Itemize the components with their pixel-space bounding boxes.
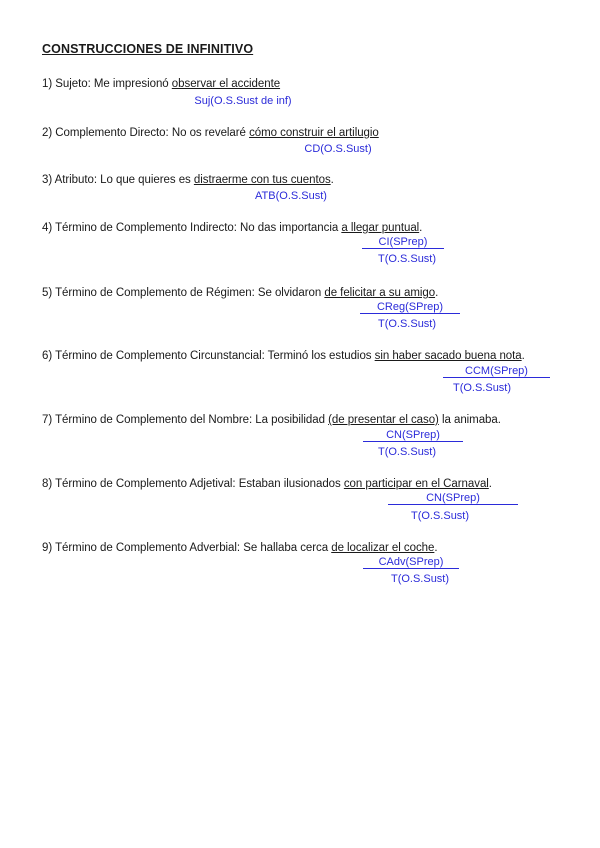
item-9-sentence [42, 542, 438, 554]
item-1-underlined: observar el accidente [171, 78, 281, 90]
item-7-annotation-1: CN(SPrep) [363, 429, 463, 442]
item-6-end: . [521, 350, 525, 362]
item-7-text: 7) Término de Complemento del Nombre: La posibilidad [42, 414, 329, 426]
item-2-text: 2) Complemento Directo: No os revelaré [42, 127, 250, 139]
item-1-text: 1) Sujeto: Me impresionó [42, 78, 172, 90]
item-6-sentence [42, 350, 525, 362]
item-3-sentence [42, 174, 334, 186]
item-5-text: 5) Término de Complemento de Régimen: Se olvidaron [42, 287, 325, 299]
page-title: CONSTRUCCIONES DE INFINITIVO [42, 42, 254, 56]
item-4-annotation-1: CI(SPrep) [362, 236, 444, 249]
item-3-annotation: ATB(O.S.Sust) [255, 190, 327, 202]
item-5-annotation-1: CReg(SPrep) [360, 301, 460, 314]
item-9-annotation-1: CAdv(SPrep) [363, 556, 459, 569]
item-2-sentence [42, 127, 379, 139]
item-9-annotation-2: T(O.S.Sust) [390, 573, 450, 585]
item-4-sentence [42, 222, 422, 234]
item-1-sentence [42, 78, 280, 90]
item-9-text: 9) Término de Complemento Adverbial: Se hallaba cerca [42, 542, 332, 554]
item-8-underlined: con participar en el Carnaval [343, 478, 489, 490]
item-4-text: 4) Término de Complemento Indirecto: No das importancia [42, 222, 342, 234]
item-1-annotation: Suj(O.S.Sust de inf) [194, 95, 292, 107]
item-8-annotation-2: T(O.S.Sust) [410, 510, 470, 522]
item-3-end: . [330, 174, 334, 186]
item-7-annotation-2: T(O.S.Sust) [377, 446, 437, 458]
item-5-underlined: de felicitar a su amigo [324, 287, 436, 299]
item-8-sentence [42, 478, 492, 490]
item-6-annotation-2: T(O.S.Sust) [452, 382, 512, 394]
item-6-annotation-1: CCM(SPrep) [443, 365, 550, 378]
item-8-annotation-1: CN(SPrep) [388, 492, 518, 505]
item-3-underlined: distraerme con tus cuentos [193, 174, 331, 186]
item-2-underlined: cómo construir el artilugio [249, 127, 379, 139]
item-9-end: . [434, 542, 438, 554]
item-4-annotation-2: T(O.S.Sust) [377, 253, 437, 265]
item-4-end: . [419, 222, 423, 234]
item-7-sentence [42, 414, 501, 426]
item-9-underlined: de localizar el coche [331, 542, 435, 554]
item-7-underlined: (de presentar el caso) [328, 414, 439, 426]
item-6-text: 6) Término de Complemento Circunstancial: Terminó los estudios [42, 350, 375, 362]
item-6-underlined: sin haber sacado buena nota [374, 350, 522, 362]
item-7-end: la animaba. [438, 414, 501, 426]
item-2-annotation: CD(O.S.Sust) [304, 143, 372, 155]
item-8-end: . [488, 478, 492, 490]
item-3-text: 3) Atributo: Lo que quieres es [42, 174, 194, 186]
item-5-end: . [435, 287, 439, 299]
item-8-text: 8) Término de Complemento Adjetival: Estaban ilusionados [42, 478, 344, 490]
item-4-underlined: a llegar puntual [341, 222, 420, 234]
item-5-annotation-2: T(O.S.Sust) [377, 318, 437, 330]
item-5-sentence [42, 287, 438, 299]
